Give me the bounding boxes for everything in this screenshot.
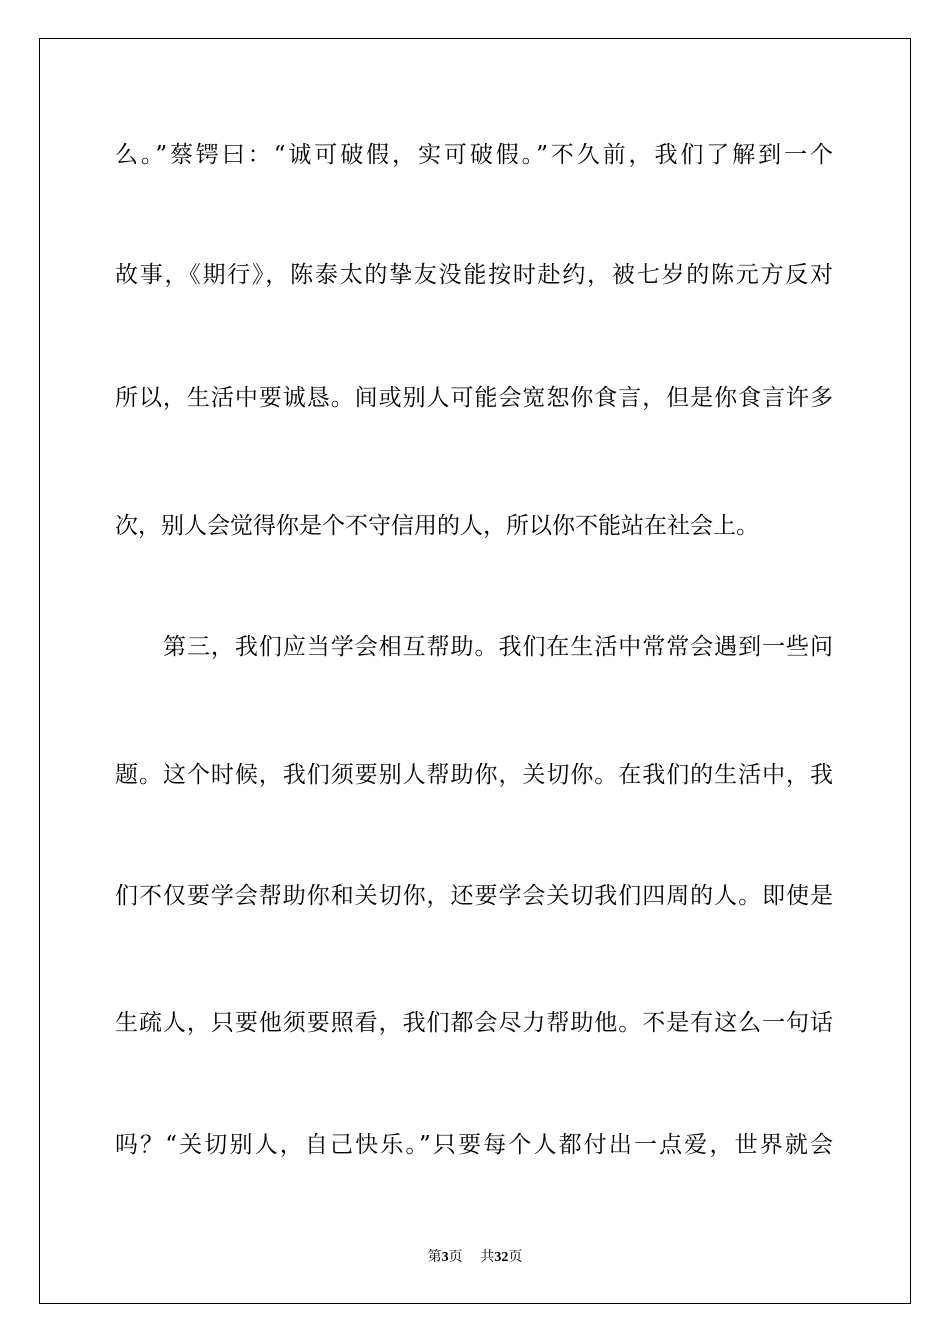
footer-page-suffix: 页 xyxy=(448,1249,463,1265)
footer-total-suffix: 页 xyxy=(508,1249,523,1265)
page-footer xyxy=(0,1248,950,1267)
body-line-1: 么。”蔡锷曰：“诚可破假，实可破假。”不久前，我们了解到一个 xyxy=(115,142,833,168)
footer-page-number: 3 xyxy=(441,1250,449,1265)
body-line-8: 生疏人，只要他须要照看，我们都会尽力帮助他。不是有这么一句话 xyxy=(115,1010,833,1036)
footer-total-prefix: 共 xyxy=(480,1249,495,1265)
body-line-9: 吗？“关切别人，自己快乐。”只要每个人都付出一点爱，世界就会 xyxy=(115,1132,833,1158)
body-line-5: 第三，我们应当学会相互帮助。我们在生活中常常会遇到一些问 xyxy=(163,634,833,660)
body-line-6: 题。这个时候，我们须要别人帮助你，关切你。在我们的生活中，我 xyxy=(115,762,833,788)
body-line-7: 们不仅要学会帮助你和关切你，还要学会关切我们四周的人。即使是 xyxy=(115,883,833,909)
footer-total-pages: 32 xyxy=(494,1250,509,1265)
page-frame xyxy=(39,38,911,1304)
body-line-3: 所以，生活中要诚恳。间或别人可能会宽恕你食言，但是你食言许多 xyxy=(115,385,833,411)
body-line-4: 次，别人会觉得你是个不守信用的人，所以你不能站在社会上。 xyxy=(115,513,759,539)
footer-page-prefix: 第 xyxy=(427,1249,442,1265)
body-line-2: 故事，《期行》，陈泰太的挚友没能按时赴约，被七岁的陈元方反对 xyxy=(115,262,833,288)
